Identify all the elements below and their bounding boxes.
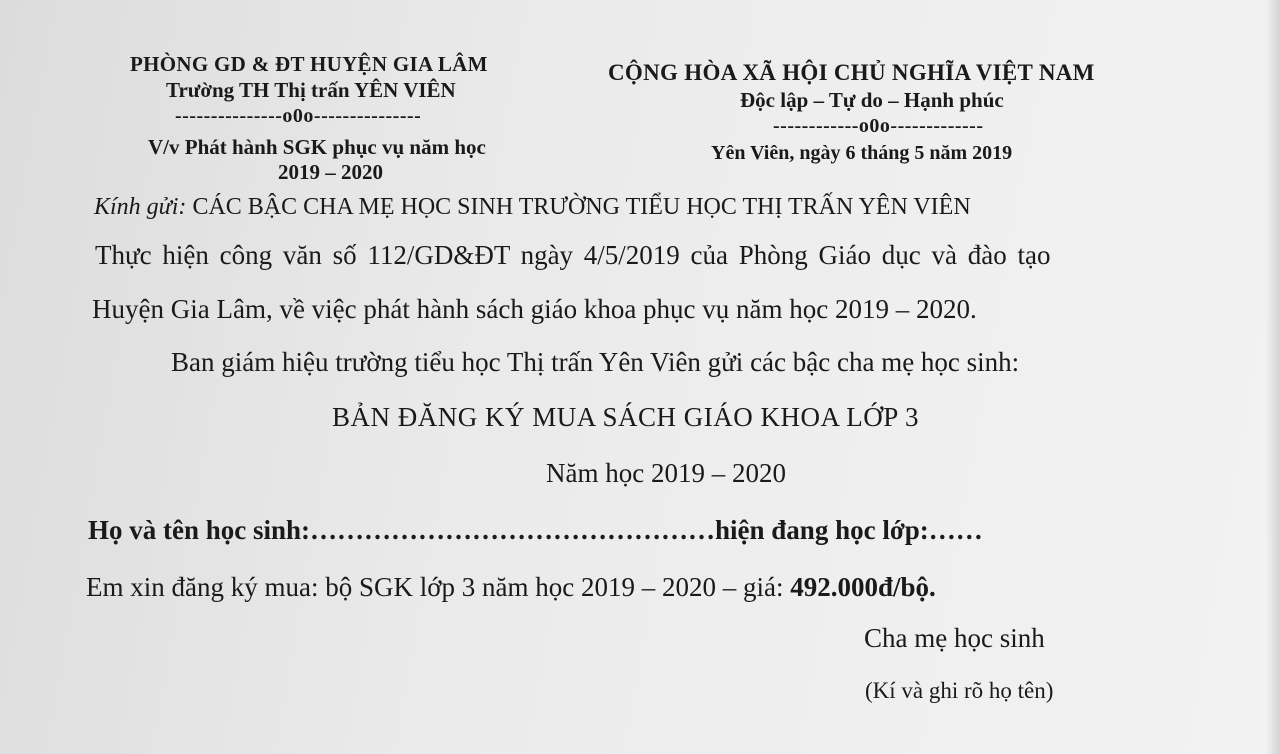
place-and-date: Yên Viên, ngày 6 tháng 5 năm 2019 — [711, 142, 1013, 164]
paragraph-1-line-1: Thực hiện công văn số 112/GD&ĐT ngày 4/5/2019 của Phòng Giáo dục và đào tạo — [95, 240, 1051, 270]
registration-price: 492.000đ/bộ. — [790, 572, 936, 602]
left-header-separator: ---------------o0o--------------- — [175, 105, 422, 127]
signature-note: (Kí và ghi rõ họ tên) — [865, 678, 1054, 703]
education-office-name: PHÒNG GD & ĐT HUYỆN GIA LÂM — [130, 52, 488, 76]
document-subject: V/v Phát hành SGK phục vụ năm học — [148, 135, 486, 159]
greeting-label: Kính gửi: — [94, 194, 187, 220]
school-name: Trường TH Thị trấn YÊN VIÊN — [166, 78, 456, 102]
national-motto: Độc lập – Tự do – Hạnh phúc — [740, 88, 1004, 112]
signature-title: Cha mẹ học sinh — [864, 623, 1045, 653]
paper-edge-shadow — [1266, 0, 1280, 754]
student-name-field: Họ và tên học sinh:………………………………………hiện đang học lớp:…… — [88, 515, 983, 545]
form-title: BẢN ĐĂNG KÝ MUA SÁCH GIÁO KHOA LỚP 3 — [332, 402, 920, 432]
form-school-year: Năm học 2019 – 2020 — [546, 458, 786, 488]
greeting-line — [94, 194, 971, 221]
paragraph-2: Ban giám hiệu trường tiểu học Thị trấn Yên Viên gửi các bậc cha mẹ học sinh: — [171, 347, 1020, 377]
paragraph-1-line-2: Huyện Gia Lâm, về việc phát hành sách giáo khoa phục vụ năm học 2019 – 2020. — [92, 294, 977, 324]
right-header-separator: ------------o0o------------- — [773, 115, 984, 137]
greeting-recipient: CÁC BẬC CHA MẸ HỌC SINH TRƯỜNG TIỂU HỌC THỊ TRẤN YÊN VIÊN — [186, 194, 971, 220]
registration-text: Em xin đăng ký mua: bộ SGK lớp 3 năm học 2019 – 2020 – giá: — [86, 572, 791, 602]
document-subject-year: 2019 – 2020 — [278, 160, 383, 184]
registration-line — [86, 572, 936, 603]
national-title: CỘNG HÒA XÃ HỘI CHỦ NGHĨA VIỆT NAM — [608, 60, 1095, 85]
